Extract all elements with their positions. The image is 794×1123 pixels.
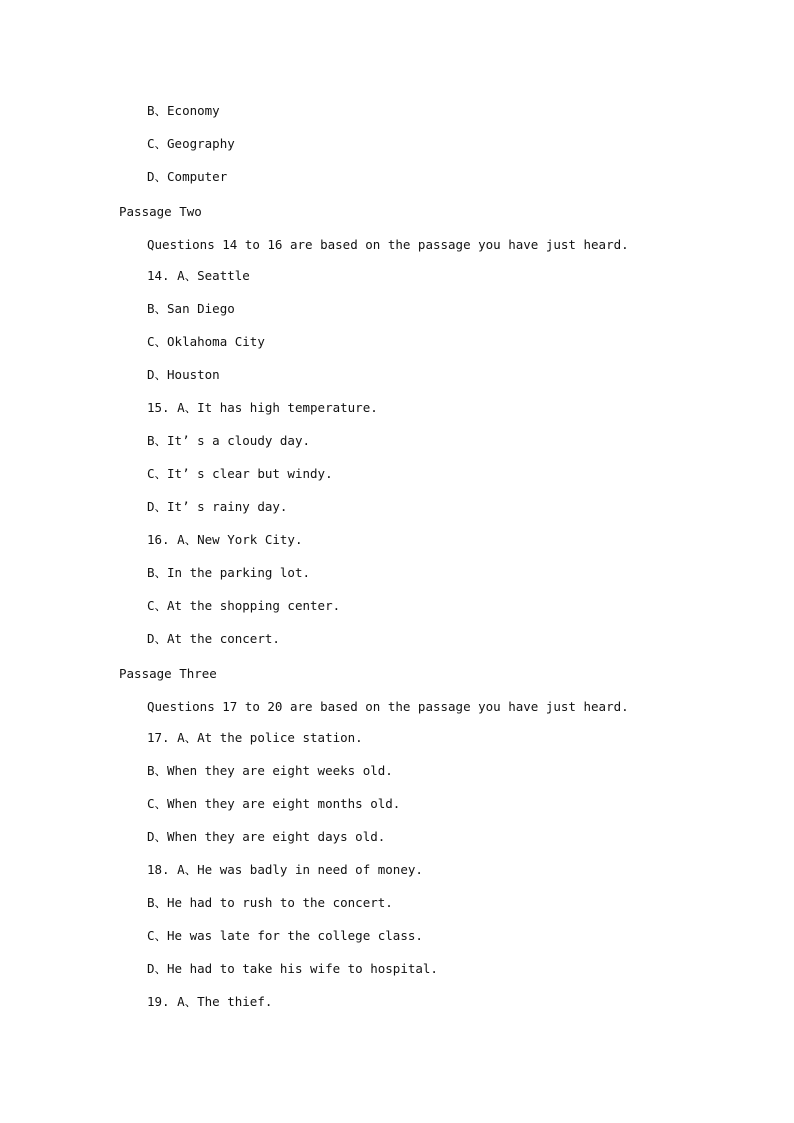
q13-option-b: B、Economy — [147, 103, 220, 118]
q15-option-d: D、It’ s rainy day. — [147, 499, 288, 514]
q15-option-b: B、It’ s a cloudy day. — [147, 433, 311, 448]
q16-option-a: 16. A、New York City. — [147, 532, 303, 547]
passage-two-title: Passage Two — [119, 204, 202, 219]
q19-option-a: 19. A、The thief. — [147, 994, 273, 1009]
q18-option-b: B、He had to rush to the concert. — [147, 895, 393, 910]
q15-option-c: C、It’ s clear but windy. — [147, 466, 333, 481]
q17-option-b: B、When they are eight weeks old. — [147, 763, 393, 778]
q15-option-a: 15. A、It has high temperature. — [147, 400, 378, 415]
q18-option-c: C、He was late for the college class. — [147, 928, 423, 943]
q17-option-a: 17. A、At the police station. — [147, 730, 363, 745]
passage-three-title: Passage Three — [119, 666, 217, 681]
q16-option-c: C、At the shopping center. — [147, 598, 341, 613]
q14-option-d: D、Houston — [147, 367, 220, 382]
q14-option-c: C、Oklahoma City — [147, 334, 265, 349]
q17-option-d: D、When they are eight days old. — [147, 829, 386, 844]
q13-option-d: D、Computer — [147, 169, 228, 184]
passage-two-intro: Questions 14 to 16 are based on the passage you have just heard. — [147, 237, 629, 252]
q18-option-a: 18. A、He was badly in need of money. — [147, 862, 423, 877]
passage-three-intro: Questions 17 to 20 are based on the passage you have just heard. — [147, 699, 629, 714]
q14-option-b: B、San Diego — [147, 301, 235, 316]
q14-option-a: 14. A、Seattle — [147, 268, 250, 283]
q18-option-d: D、He had to take his wife to hospital. — [147, 961, 438, 976]
q13-option-c: C、Geography — [147, 136, 235, 151]
q16-option-d: D、At the concert. — [147, 631, 280, 646]
q16-option-b: B、In the parking lot. — [147, 565, 311, 580]
q17-option-c: C、When they are eight months old. — [147, 796, 401, 811]
